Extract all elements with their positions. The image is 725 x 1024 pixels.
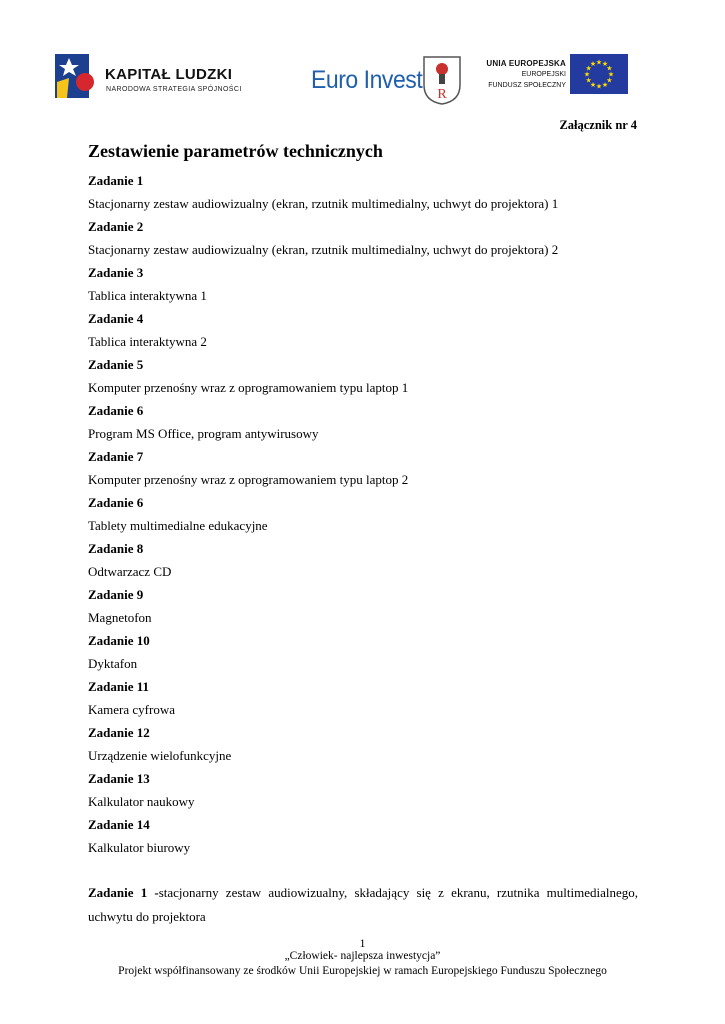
eu-logo-text xyxy=(486,58,566,91)
eu-star-icon: ★ xyxy=(601,80,609,89)
page-title: Zestawienie parametrów technicznych xyxy=(88,141,383,161)
task-description: Stacjonarny zestaw audiowizualny (ekran, rzutnik multimedialny, uchwyt do projektora) 1 xyxy=(88,196,559,211)
task-1-description xyxy=(88,881,638,929)
eu-efs-logo xyxy=(480,54,628,96)
eu-star-icon: ★ xyxy=(589,80,597,89)
task-description: Stacjonarny zestaw audiowizualny (ekran, rzutnik multimedialny, uchwyt do projektora) 2 xyxy=(88,242,559,257)
task-heading: Zadanie 12 xyxy=(88,725,150,740)
eu-flag-icon xyxy=(570,54,628,94)
eu-star-icon: ★ xyxy=(595,58,603,67)
task-description: Kalkulator biurowy xyxy=(88,840,191,855)
eu-star-icon: ★ xyxy=(607,70,615,79)
task-heading: Zadanie 8 xyxy=(88,541,144,556)
eu-star-icon: ★ xyxy=(606,76,613,85)
task-description: Odtwarzacz CD xyxy=(88,564,172,579)
kapital-ludzki-title: KAPITAŁ LUDZKI xyxy=(105,66,233,83)
task-description: Komputer przenośny wraz z oprogramowaniem typu laptop 1 xyxy=(88,380,409,395)
task-heading: Zadanie 5 xyxy=(88,357,144,372)
footer-project-note: Projekt współfinansowany ze środków Unii Europejskiej w ramach Europejskiego Funduszu Społecznego xyxy=(118,965,607,977)
kapital-ludzki-subtitle: NARODOWA STRATEGIA SPÓJNOŚCI xyxy=(106,86,242,93)
task-list xyxy=(88,169,648,859)
task-description: Dyktafon xyxy=(88,656,138,671)
task-heading: Zadanie 6 xyxy=(88,495,144,510)
task-heading: Zadanie 2 xyxy=(88,219,144,234)
footer-motto: „Człowiek- najlepsza inwestycja” xyxy=(284,950,441,962)
task-description: Urządzenie wielofunkcyjne xyxy=(88,748,232,763)
eu-logo-line2: EUROPEJSKI xyxy=(521,71,566,78)
task-heading: Zadanie 6 xyxy=(88,403,144,418)
page-number: 1 xyxy=(359,936,366,950)
eu-star-icon: ★ xyxy=(585,64,592,73)
eu-star-icon: ★ xyxy=(601,60,609,69)
task-description: Magnetofon xyxy=(88,610,152,625)
annex-label: Załącznik nr 4 xyxy=(559,118,637,132)
task-description: Tablica interaktywna 2 xyxy=(88,334,207,349)
kapital-ludzki-logo xyxy=(55,52,255,102)
eu-star-icon: ★ xyxy=(606,64,613,73)
task-description: Komputer przenośny wraz z oprogramowaniem typu laptop 2 xyxy=(88,472,409,487)
task-1-lead: Zadanie 1 - xyxy=(88,885,159,900)
eu-star-icon: ★ xyxy=(585,76,592,85)
task-heading: Zadanie 11 xyxy=(88,679,150,694)
task-heading: Zadanie 14 xyxy=(88,817,150,832)
euro-invest-logo: Euro Invest xyxy=(311,66,423,94)
task-description: Program MS Office, program antywirusowy xyxy=(88,426,319,441)
task-description: Tablica interaktywna 1 xyxy=(88,288,207,303)
svg-text:R: R xyxy=(437,87,447,102)
eu-logo-line3: FUNDUSZ SPOŁECZNY xyxy=(488,82,566,89)
task-heading: Zadanie 4 xyxy=(88,311,144,326)
task-description: Tablety multimedialne edukacyjne xyxy=(88,518,268,533)
kapital-ludzki-mark-icon xyxy=(55,52,99,100)
task-heading: Zadanie 1 xyxy=(88,173,144,188)
eu-star-icon: ★ xyxy=(595,82,603,91)
task-description: Kalkulator naukowy xyxy=(88,794,195,809)
task-heading: Zadanie 3 xyxy=(88,265,144,280)
task-heading: Zadanie 7 xyxy=(88,449,144,464)
task-heading: Zadanie 9 xyxy=(88,587,144,602)
task-description: Kamera cyfrowa xyxy=(88,702,175,717)
eu-star-icon: ★ xyxy=(583,70,591,79)
task-heading: Zadanie 10 xyxy=(88,633,150,648)
coat-of-arms-icon xyxy=(422,55,462,105)
eu-star-icon: ★ xyxy=(589,60,597,69)
task-1-text: stacjonarny zestaw audiowizualny, składający się z ekranu, rzutnika multimedialnego, uchwytu do projektora xyxy=(88,885,638,924)
eu-logo-line1: UNIA EUROPEJSKA xyxy=(486,59,566,68)
task-heading: Zadanie 13 xyxy=(88,771,150,786)
